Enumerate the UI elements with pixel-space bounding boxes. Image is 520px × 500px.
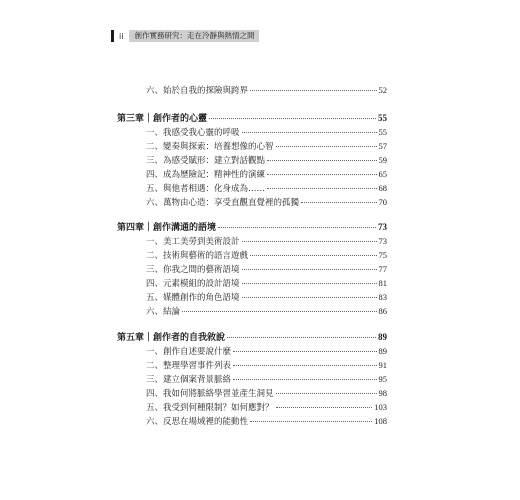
toc-entry	[146, 196, 387, 209]
toc-entry-label: 一、我感受我心靈的呼吸	[146, 128, 240, 138]
dot-leader	[301, 202, 376, 203]
running-header	[111, 30, 259, 42]
dot-leader	[267, 188, 376, 189]
toc-chapter	[117, 112, 387, 125]
toc-entry-page: 70	[378, 197, 387, 207]
toc-chapter-page: 89	[378, 332, 387, 342]
dot-leader	[242, 132, 377, 133]
toc-entry-label: 五、媒體創作的角色語境	[146, 293, 240, 303]
toc-entry-page: 98	[378, 388, 387, 398]
toc-chapter	[117, 331, 387, 344]
toc-entry-label: 六、結論	[146, 307, 181, 317]
toc-entry-page: 86	[378, 306, 387, 316]
toc-entry	[146, 84, 387, 97]
toc-entry-label: 六、反思在場域裡的能動性	[146, 417, 249, 427]
toc-entry-label: 一、美工美勞到美術設計	[146, 237, 240, 247]
toc-chapter	[117, 221, 387, 234]
dot-leader	[250, 90, 376, 91]
toc-entry	[146, 277, 387, 290]
toc-chapter-label: 第三章｜創作者的心靈	[117, 114, 208, 124]
toc-entry-page: 83	[378, 292, 387, 302]
toc-entry-label: 二、技術與藝術的語言遊戲	[146, 251, 249, 261]
dot-leader	[218, 227, 376, 228]
dot-leader	[209, 118, 376, 119]
toc-entry	[146, 305, 387, 318]
toc-entry-page: 57	[378, 141, 387, 151]
toc-entry	[146, 126, 387, 139]
dot-leader	[233, 379, 376, 380]
toc-entry-label: 三、為感受賦形：建立對話觀點	[146, 156, 266, 166]
toc-entry-page: 52	[378, 85, 387, 95]
toc-entry-page: 103	[374, 402, 387, 412]
toc-chapter-label: 第四章｜創作溝通的語境	[117, 223, 217, 233]
toc-entry-label: 二、整理學習事件列表	[146, 361, 232, 371]
toc-entry-page: 75	[378, 250, 387, 260]
toc-entry-page: 59	[378, 155, 387, 165]
header-bar	[111, 30, 114, 42]
toc-entry-label: 六、始於自我的探險與跨界	[146, 86, 249, 96]
dot-leader	[250, 255, 376, 256]
toc-entry	[146, 249, 387, 262]
toc-entry-page: 68	[378, 183, 387, 193]
toc-entry-label: 四、我如何將脈絡學習並產生洞見	[146, 389, 274, 399]
toc-entry-page: 108	[374, 416, 387, 426]
toc-entry-page: 55	[378, 127, 387, 137]
toc-entry-label: 六、萬物由心造：享受直觀直覺裡的孤獨	[146, 198, 300, 208]
toc-entry-page: 81	[378, 278, 387, 288]
dot-leader	[233, 351, 376, 352]
dot-leader	[182, 311, 376, 312]
toc-entry-page: 95	[378, 374, 387, 384]
toc-entry-page: 77	[378, 264, 387, 274]
dot-leader	[242, 269, 377, 270]
toc-entry	[146, 140, 387, 153]
dot-leader	[276, 407, 373, 408]
toc-entry	[146, 401, 387, 414]
dot-leader	[242, 297, 377, 298]
toc-entry	[146, 345, 387, 358]
page-number: ii	[119, 31, 124, 41]
toc-entry-page: 91	[378, 360, 387, 370]
toc-entry-page: 89	[378, 346, 387, 356]
dot-leader	[267, 160, 376, 161]
dot-leader	[276, 146, 377, 147]
toc-entry-label: 二、變奏與探索：培養想像的心智	[146, 142, 274, 152]
toc-entry-label: 四、元素模組的設計語境	[146, 279, 240, 289]
running-title: 創作實務研究：走在冷靜與熱情之間	[129, 30, 259, 42]
toc-entry-page: 65	[378, 169, 387, 179]
toc-entry	[146, 415, 387, 428]
toc-entry	[146, 359, 387, 372]
toc-chapter-page: 73	[378, 222, 387, 232]
toc-chapter-page: 55	[378, 113, 387, 123]
dot-leader	[242, 283, 377, 284]
toc-entry	[146, 168, 387, 181]
toc-entry	[146, 387, 387, 400]
toc-entry	[146, 235, 387, 248]
toc-entry-label: 一、創作自述要說什麼	[146, 347, 232, 357]
toc-entry	[146, 291, 387, 304]
toc-entry-label: 三、你我之間的藝術語境	[146, 265, 240, 275]
dot-leader	[250, 421, 372, 422]
toc-entry	[146, 154, 387, 167]
toc-chapter-label: 第五章｜創作者的自我敘說	[117, 333, 226, 343]
toc-entry	[146, 263, 387, 276]
dot-leader	[242, 241, 377, 242]
toc-entry-page: 73	[378, 236, 387, 246]
toc-entry-label: 四、成為歷險記：精神性的演練	[146, 170, 266, 180]
dot-leader	[227, 337, 376, 338]
dot-leader	[267, 174, 376, 175]
toc-entry-label: 三、建立個案背景脈絡	[146, 375, 232, 385]
toc-entry-label: 五、與他者相遇：化身成為……	[146, 184, 266, 194]
toc-entry-label: 五、我受到何種限制？如何應對？	[146, 403, 274, 413]
toc-entry	[146, 373, 387, 386]
dot-leader	[233, 365, 376, 366]
toc-entry	[146, 182, 387, 195]
dot-leader	[276, 393, 377, 394]
